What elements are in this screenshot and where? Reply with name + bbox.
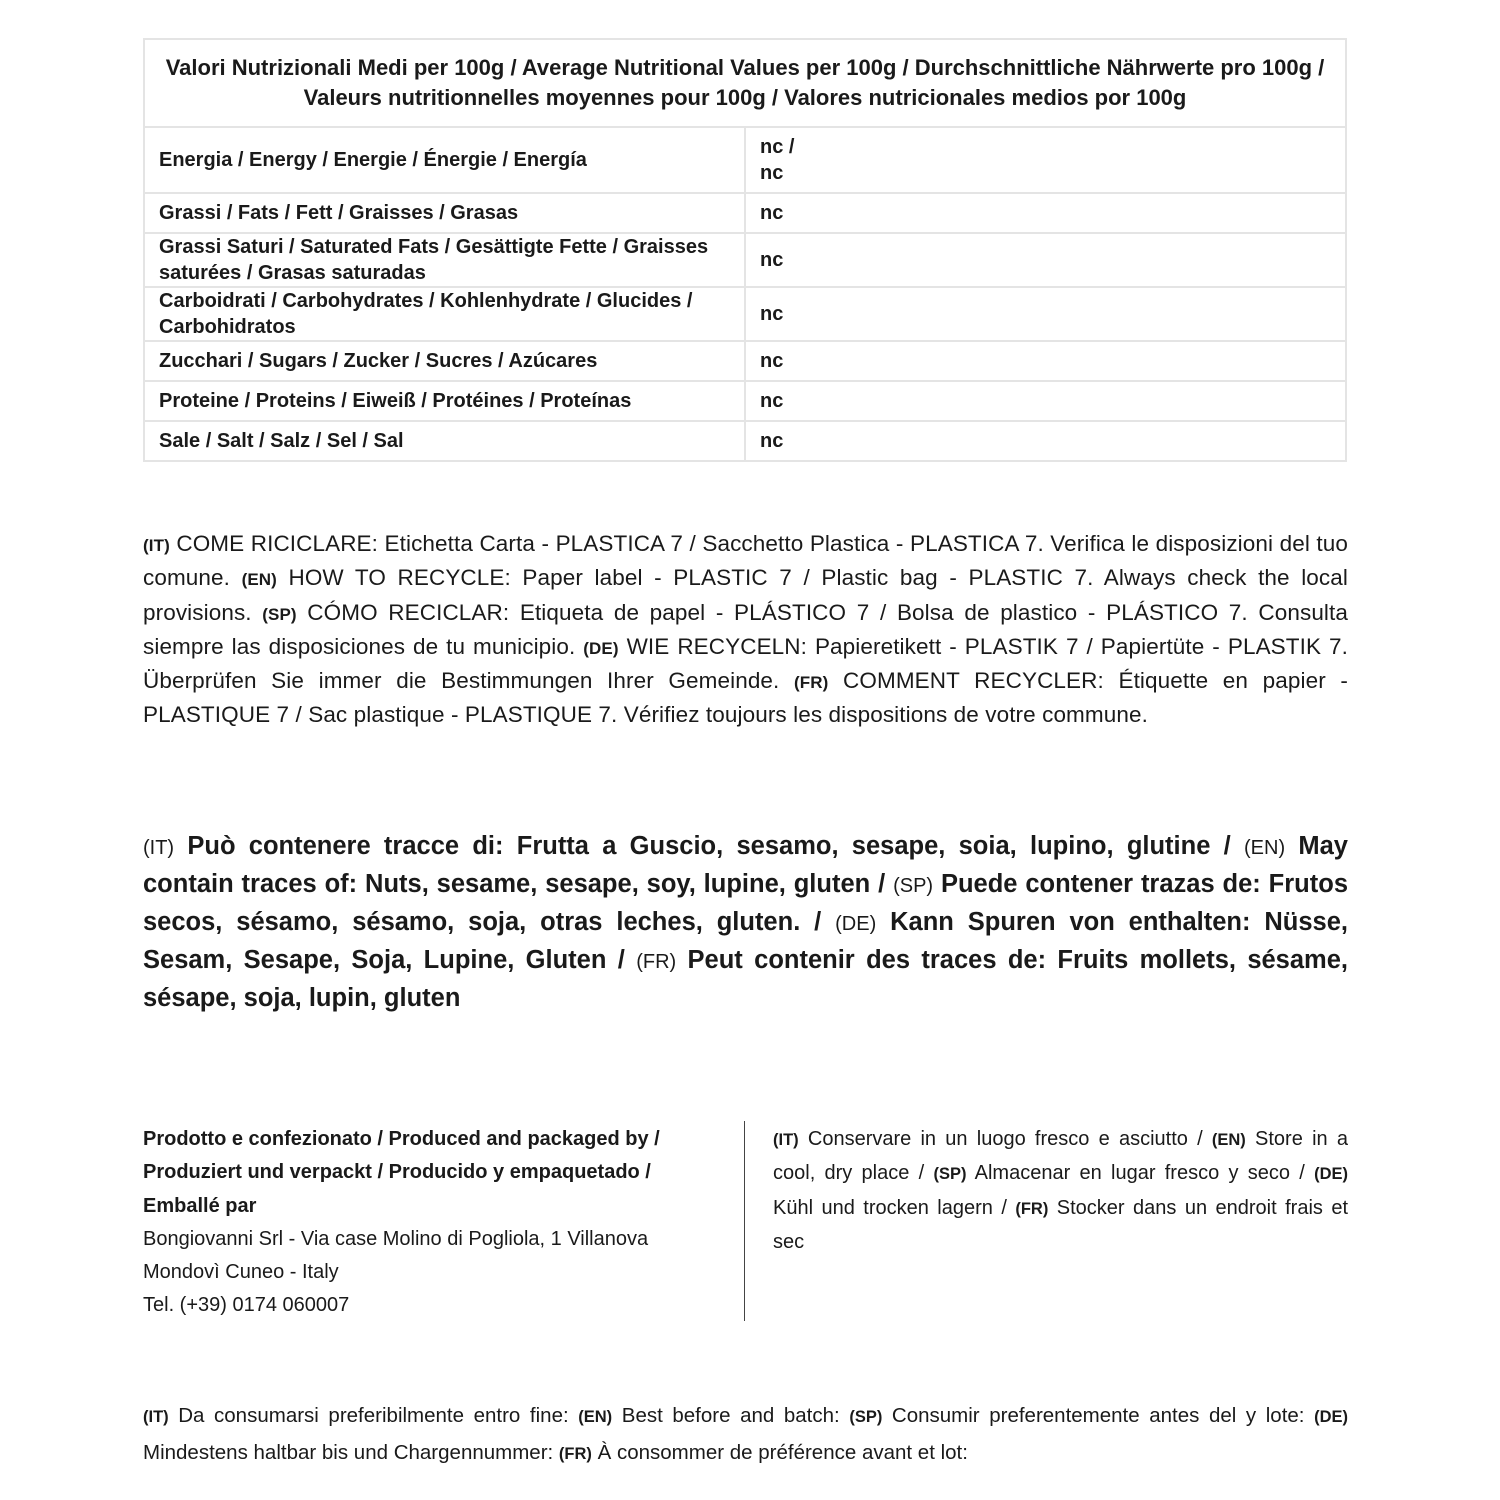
producer-title-line: Emballé par [143,1194,257,1217]
table-row [144,127,1346,193]
lang-tag-fr: (FR) [794,673,829,693]
nutrient-value-carbohydrates: nc [745,287,1346,341]
lang-tag-en: (EN) [578,1408,613,1426]
nutrient-label-proteins: Proteine / Proteins / Eiweiß / Protéines / Proteínas [144,381,745,421]
nutrient-value-proteins: nc [745,381,1346,421]
storage-text-sp: Almacenar en lugar fresco y seco / [966,1162,1315,1185]
lang-tag-en: (EN) [1211,1131,1246,1149]
best-before-text-de: Mindestens haltbar bis und Chargennummer: [143,1441,559,1464]
producer-phone: Tel. (+39) 0174 060007 [143,1294,350,1317]
lang-tag-sp: (SP) [893,875,934,897]
table-row [144,381,1346,421]
table-row [144,193,1346,233]
allergen-warning [143,828,1348,1016]
recycle-text-sp: CÓMO RECICLAR: Etiqueta de papel - PLÁSTICO 7 / Bolsa de plastico - PLÁSTICO 7. Consulta siempre las disposiciones de tu municipio. [143,599,1348,659]
lang-tag-de: (DE) [1314,1165,1348,1184]
producer-title-line: Produziert und verpackt / Producido y empaquetado / [143,1161,651,1184]
lang-tag-sp: (SP) [262,604,297,624]
table-row [144,421,1346,461]
producer-info [143,1123,723,1323]
best-before-notice [143,1398,1348,1472]
recycle-text-fr: COMMENT RECYCLER: Étiquette en papier - PLASTIQUE 7 / Sac plastique - PLASTIQUE 7. Vérifiez toujours les dispositions de votre commune. [143,668,1348,728]
allergen-text-de: Kann Spuren von enthalten: Nüsse, Sesam, Sesape, Soja, Lupine, Gluten / [143,908,1348,974]
lang-tag-de: (DE) [835,913,877,935]
producer-address-line: Bongiovanni Srl - Via case Molino di Pogliola, 1 Villanova [143,1227,649,1250]
nutrient-value-sugars: nc [745,341,1346,381]
label-page [143,38,1349,1464]
nutrient-value-energy [745,127,1346,193]
best-before-text-en: Best before and batch: [612,1404,850,1427]
allergen-text-en: May contain traces of: Nuts, sesame, sesape, soy, lupine, gluten / [143,832,1348,898]
nutrient-label-saturated-fats: Grassi Saturi / Saturated Fats / Gesättigte Fette / Graisses saturées / Grasas saturadas [144,233,745,287]
recycle-text-de: WIE RECYCELN: Papieretikett - PLASTIK 7 / Papiertüte - PLASTIK 7. Überprüfen Sie immer die Bestimmungen Ihrer Gemeinde. [143,633,1348,694]
best-before-text-it: Da consumarsi preferibilmente entro fine: [168,1404,579,1427]
nutrient-value-saturated-fats: nc [745,233,1346,287]
nutrient-value-salt: nc [745,421,1346,461]
storage-text-it: Conservare in un luogo fresco e asciutto / [798,1128,1212,1150]
lang-tag-it: (IT) [143,1408,169,1426]
nutrient-label-carbohydrates: Carboidrati / Carbohydrates / Kohlenhydrate / Glucides / Carbohidratos [144,287,745,341]
column-divider [744,1121,745,1321]
storage-text-fr: Stocker dans un endroit frais et sec [773,1196,1349,1253]
lang-tag-fr: (FR) [636,951,677,973]
nutrition-header-row [144,39,1346,127]
lang-tag-en: (EN) [1244,837,1286,859]
allergen-text-fr: Peut contenir des traces de: Fruits mollets, sésame, sésape, soja, lupin, gluten [143,946,1348,1012]
storage-instructions [773,1123,1348,1259]
lang-tag-de: (DE) [583,638,619,658]
nutrient-value-fats: nc [745,193,1346,233]
storage-text-de: Kühl und trocken lagern / [773,1196,1016,1219]
lang-tag-sp: (SP) [933,1165,967,1184]
nutrient-label-energy: Energia / Energy / Energie / Énergie / Energía [144,127,745,193]
lang-tag-fr: (FR) [558,1445,592,1463]
lang-tag-it: (IT) [773,1131,799,1149]
producer-address-line: Mondovì Cuneo - Italy [143,1261,339,1284]
best-before-text-fr: À consommer de préférence avant et lot: [591,1441,968,1464]
lang-tag-it: (IT) [143,536,170,555]
lang-tag-sp: (SP) [849,1408,883,1426]
energy-value-kj: nc / [760,136,795,158]
info-columns [143,1085,1348,1325]
table-row [144,287,1346,341]
nutrient-label-sugars: Zucchari / Sugars / Zucker / Sucres / Azúcares [144,341,745,381]
allergen-text-sp: Puede contener trazas de: Frutos secos, sésamo, sésamo, soja, otras leches, gluten. / [143,870,1348,936]
nutrition-table [143,38,1347,462]
energy-value-kcal: nc [760,162,784,184]
lang-tag-it: (IT) [143,837,175,859]
recycle-text-it: COME RICICLARE: Etichetta Carta - PLASTICA 7 / Sacchetto Plastica - PLASTICA 7. Verifica le disposizioni del tuo comune. [143,531,1348,591]
recycle-text-en: HOW TO RECYCLE: Paper label - PLASTIC 7 / Plastic bag - PLASTIC 7. Always check the local provisions. [143,565,1348,625]
allergen-text-it: Può contenere tracce di: Frutta a Guscio, sesamo, sesape, soia, lupino, glutine / [174,832,1245,860]
best-before-text-sp: Consumir preferentemente antes del y lote: [882,1404,1315,1427]
lang-tag-fr: (FR) [1015,1199,1049,1218]
lang-tag-en: (EN) [241,570,277,590]
recycling-instructions [143,528,1348,732]
table-row [144,341,1346,381]
nutrient-label-salt: Sale / Salt / Salz / Sel / Sal [144,421,745,461]
nutrition-header: Valori Nutrizionali Medi per 100g / Average Nutritional Values per 100g / Durchschnittliche Nährwerte pro 100g / Valeurs nutritionnelles moyennes pour 100g / Valores nutricionales medios por 100g [144,39,1346,127]
lang-tag-de: (DE) [1314,1408,1348,1426]
producer-title-line: Prodotto e confezionato / Produced and packaged by / [143,1128,660,1150]
storage-text-en: Store in a cool, dry place / [773,1128,1348,1185]
table-row [144,233,1346,287]
nutrient-label-fats: Grassi / Fats / Fett / Graisses / Grasas [144,193,745,233]
